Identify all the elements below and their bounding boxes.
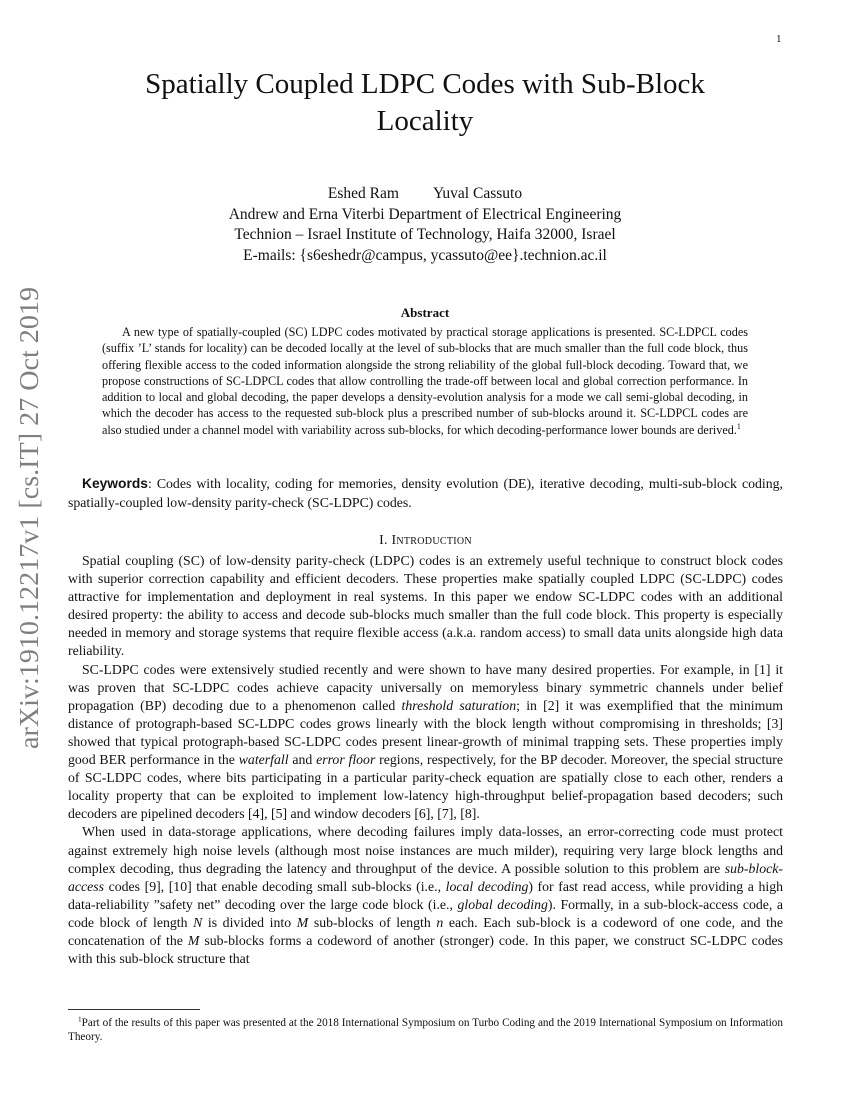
author-institution: Technion – Israel Institute of Technology, Haifa 32000, Israel: [234, 226, 616, 243]
author-block: [60, 184, 790, 266]
author-name-2: Yuval Cassuto: [432, 185, 523, 202]
footnote-text: Part of the results of this paper was presented at the 2018 International Symposium on Turbo Coding and the 2019 International Symposium on Information Theory.: [68, 1017, 783, 1044]
p3-math-N: N: [193, 914, 203, 930]
page-number: 1: [776, 33, 782, 45]
footnote-divider: [68, 1009, 200, 1010]
p3-text-a: When used in data-storage applications, where decoding failures imply data-losses, an error-correcting code must protect against extremely high noise levels (although most noise instances are much milder), requiring very large block lengths and complex decoding, thus degrading the latency and throughput of the device. A possible solution to this problem are: [68, 824, 783, 876]
abstract-body: [102, 324, 748, 438]
author-names: [60, 184, 790, 205]
arxiv-stamp-text: arXiv:1910.12217v1 [cs.IT] 27 Oct 2019: [14, 305, 44, 749]
p2-italic-threshold-saturation: threshold saturation: [401, 697, 517, 713]
p3-text-d: ). Formally, in a sub-block-access code, a code block of length: [68, 896, 783, 930]
p2-text-a: SC-LDPC codes were extensively studied recently and were shown to have many desired properties. For example, in [1] it was proven that SC-LDPC codes achieve capacity universally on memoryless binary symmetric channels under belief propagation (BP) decoding due to a phenomenon called: [68, 661, 783, 713]
title-line-1: Spatially Coupled LDPC Codes with Sub-Block: [145, 68, 705, 100]
p3-math-n: n: [436, 914, 444, 930]
p3-math-M-2: M: [187, 932, 200, 948]
introduction-body: [68, 552, 783, 968]
paragraph-3: [68, 823, 783, 968]
arxiv-stamp[interactable]: [4, 283, 50, 753]
title-line-2: Locality: [376, 105, 474, 137]
author-department: Andrew and Erna Viterbi Department of Electrical Engineering: [228, 205, 622, 223]
p3-italic-global-decoding: global decoding: [457, 896, 548, 912]
author-name-1: Eshed Ram: [327, 185, 399, 202]
keywords-text: : Codes with locality, coding for memories, density evolution (DE), iterative decoding, multi-sub-block coding, spatially-coupled low-density parity-check (SC-LDPC) codes.: [68, 476, 783, 510]
keywords-label: Keywords: [82, 476, 148, 491]
p3-text-f: sub-blocks of length: [308, 914, 437, 930]
abstract-heading: Abstract: [400, 305, 450, 320]
section-heading-introduction: I. Introduction: [379, 532, 472, 547]
p3-italic-local-decoding: local decoding: [445, 878, 529, 894]
abstract-text: A new type of spatially-coupled (SC) LDPC codes motivated by practical storage applications is presented. SC-LDPCL codes (suffix ’L’ stands for locality) can be decoded locally at the level of sub-blocks that are much smaller than the full code block, thus offering flexible access to the coded information alongside the strong reliability of the global full-block decoding. Toward that, we propose constructions of SC-LDPCL codes that allow controlling the trade-off between local and global correction performance. In addition to local and global decoding, the paper develops a density-evolution analysis for a mode we call semi-global decoding, in which the decoder has access to the requested sub-block plus a prescribed number of sub-blocks around it. SC-LDPCL codes are also studied under a channel model with variability across sub-blocks, for which decoding-performance lower bounds are derived.: [102, 325, 748, 437]
abstract-footnote-mark[interactable]: 1: [736, 421, 741, 431]
p3-text-b: codes [9], [10] that enable decoding small sub-blocks (i.e.,: [104, 878, 446, 894]
p3-text-e: is divided into: [202, 914, 297, 930]
paragraph-1: Spatial coupling (SC) of low-density parity-check (LDPC) codes is an extremely useful technique to construct block codes with superior correction capability and efficient decoders. These properties make spatially coupled LDPC (SC-LDPC) codes attractive for implementation and deployment in real systems. In this paper we endow SC-LDPC codes with an additional desired property: the ability to access and decode sub-blocks much smaller than the full code block. This property is especially needed in memory and storage systems that require flexible access (a.k.a. random access) to small data units alongside high data reliability.: [68, 553, 783, 659]
footnote-mark: 1: [78, 1015, 82, 1024]
p3-math-M: M: [296, 914, 309, 930]
footnote: [68, 1016, 783, 1044]
p2-text-d: regions, respectively, for the BP decoder. Moreover, the special structure of SC-LDPC codes, where bits participating in a particular parity-check equation are spatially close to each other, renders a locality property that can be exploited to implement low-latency high-throughput belief-propagation based decoders; such decoders are pipelined decoders [4], [5] and window decoders [6], [7], [8].: [68, 752, 783, 822]
paper-title: [60, 66, 790, 140]
p3-text-h: sub-blocks forms a codeword of another (stronger) code. In this paper, we construct SC-LDPC codes with this sub-block structure that: [68, 932, 784, 967]
p2-text-c: and: [288, 752, 317, 768]
p2-italic-error-floor: error floor: [316, 752, 376, 768]
p3-text-c: ) for fast read access, while providing a high data-reliability ”safety net” decoding over the large code block (i.e.,: [68, 878, 784, 912]
paragraph-2: [68, 661, 783, 824]
p2-italic-waterfall: waterfall: [238, 752, 289, 768]
author-emails: E-mails: {s6eshedr@campus, ycassuto@ee}.technion.ac.il: [243, 246, 607, 264]
p3-text-g: each. Each sub-block is a codeword of one code, and the concatenation of the: [68, 914, 783, 948]
keywords: [68, 474, 783, 512]
p3-italic-sub-block-access: sub-block-access: [68, 860, 783, 894]
p2-text-b: ; in [2] it was exemplified that the minimum distance of protograph-based SC-LDPC codes grows linearly with the block length without compromising in thresholds; [3] showed that typical protograph-based SC-LDPC codes present linear-growth of minimal trapping sets. These properties imply good BER performance in the: [68, 697, 783, 768]
